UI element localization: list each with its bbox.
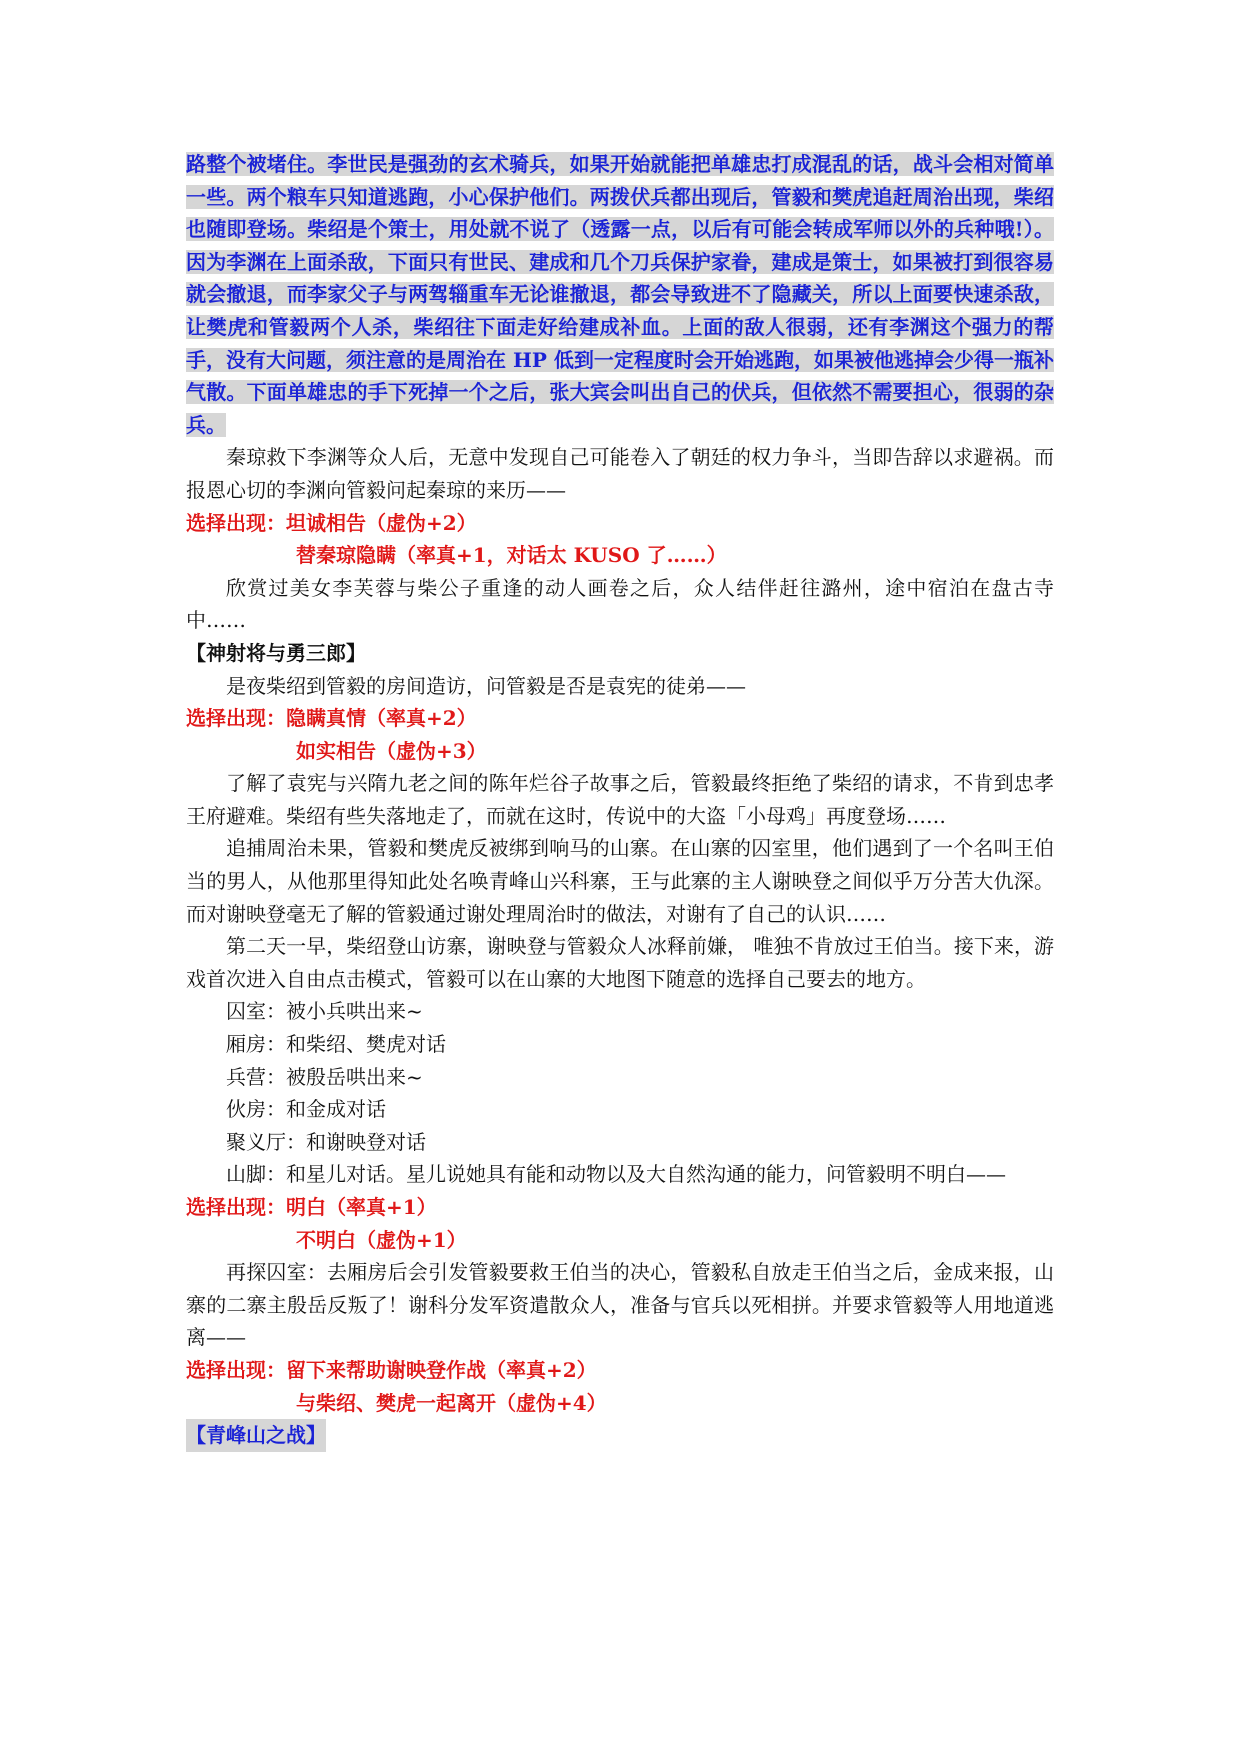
story-paragraph-3: 是夜柴绍到管毅的房间造访，问管毅是否是袁宪的徒弟——: [226, 673, 746, 698]
list-item: 兵营：被殷岳哄出来~: [226, 1064, 423, 1089]
section-heading-1: 【神射将与勇三郎】: [186, 640, 366, 665]
story-paragraph-2: 欣赏过美女李芙蓉与柴公子重逢的动人画卷之后，众人结伴赶往潞州，途中宿泊在盘古寺中……: [186, 575, 1054, 633]
list-item: 厢房：和柴绍、樊虎对话: [226, 1032, 446, 1057]
document-page: [186, 148, 1054, 1452]
choice-1-option-b: 替秦琼隐瞒（率真+1，对话太 KUSO 了……）: [296, 543, 727, 568]
list-item: 聚义厅：和谢映登对话: [226, 1129, 426, 1154]
story-paragraph-4: 了解了袁宪与兴隋九老之间的陈年烂谷子故事之后，管毅最终拒绝了柴绍的请求，不肯到忠孝王府避难。柴绍有些失落地走了，而就在这时，传说中的大盗「小母鸡」再度登场……: [186, 771, 1054, 828]
strategy-text: 路整个被堵住。李世民是强劲的玄术骑兵，如果开始就能把单雄忠打成混乱的话，战斗会相对简单一些。两个粮车只知道逃跑，小心保护他们。两拨伏兵都出现后，管毅和樊虎追赶周治出现，柴绍也随即登场。柴绍是个策士，用处就不说了（透露一点，以后有可能会转成军师以外的兵种哦!）。因为李渊在上面杀敌，下面只有世民、建成和几个刀兵保护家眷，建成是策士，如果被打到很容易就会撤退，而李家父子与两驾辎重车无论谁撤退，都会导致进不了隐藏关，所以上面要快速杀敌，让樊虎和管毅两个人杀，柴绍往下面走好给建成补血。上面的敌人很弱，还有李渊这个强力的帮手，没有大问题，须注意的是周治在 HP 低到一定程度时会开始逃跑，如果被他逃掉会少得一瓶补气散。下面单雄忠的手下死掉一个之后，张大宾会叫出自己的伏兵，但依然不需要担心，很弱的杂兵。: [186, 152, 1054, 437]
choice-4-option-a: 选择出现：留下来帮助谢映登作战（率真+2）: [186, 1357, 597, 1382]
section-heading-2-wrap: [186, 1419, 1054, 1452]
choice-2-option-b: 如实相告（虚伪+3）: [296, 738, 487, 763]
story-paragraph-7: 山脚：和星儿对话。星儿说她具有能和动物以及大自然沟通的能力，问管毅明不明白——: [226, 1162, 1006, 1187]
choice-4-option-b: 与柴绍、樊虎一起离开（虚伪+4）: [296, 1390, 607, 1415]
section-heading-2: 【青峰山之战】: [186, 1419, 326, 1452]
choice-2-option-a: 选择出现：隐瞒真情（率真+2）: [186, 706, 477, 731]
story-paragraph-6: 第二天一早，柴绍登山访寨，谢映登与管毅众人冰释前嫌， 唯独不肯放过王伯当。接下来，游戏首次进入自由点击模式，管毅可以在山寨的大地图下随意的选择自己要去的地方。: [186, 934, 1054, 991]
story-paragraph-8: 再探囚室：去厢房后会引发管毅要救王伯当的决心，管毅私自放走王伯当之后，金成来报，山寨的二寨主殷岳反叛了！谢科分发军资遣散众人，准备与官兵以死相拼。并要求管毅等人用地道逃离——: [186, 1260, 1054, 1350]
list-item: 伙房：和金成对话: [226, 1097, 386, 1122]
choice-1-option-a: 选择出现：坦诚相告（虚伪+2）: [186, 510, 477, 535]
choice-3-option-a: 选择出现：明白（率真+1）: [186, 1195, 437, 1219]
story-paragraph-5: 追捕周治未果，管毅和樊虎反被绑到响马的山寨。在山寨的囚室里，他们遇到了一个名叫王伯当的男人，从他那里得知此处名唤青峰山兴科寨，王与此寨的主人谢映登之间似乎万分苦大仇深。而对谢映登毫无了解的管毅通过谢处理周治时的做法，对谢有了自己的认识……: [186, 836, 1054, 926]
strategy-paragraph: [186, 148, 1054, 441]
list-item: 囚室：被小兵哄出来~: [226, 999, 423, 1024]
story-paragraph-1: 秦琼救下李渊等众人后，无意中发现自己可能卷入了朝廷的权力争斗，当即告辞以求避祸。而报恩心切的李渊向管毅问起秦琼的来历——: [186, 445, 1054, 502]
choice-3-option-b: 不明白（虚伪+1）: [296, 1227, 467, 1252]
